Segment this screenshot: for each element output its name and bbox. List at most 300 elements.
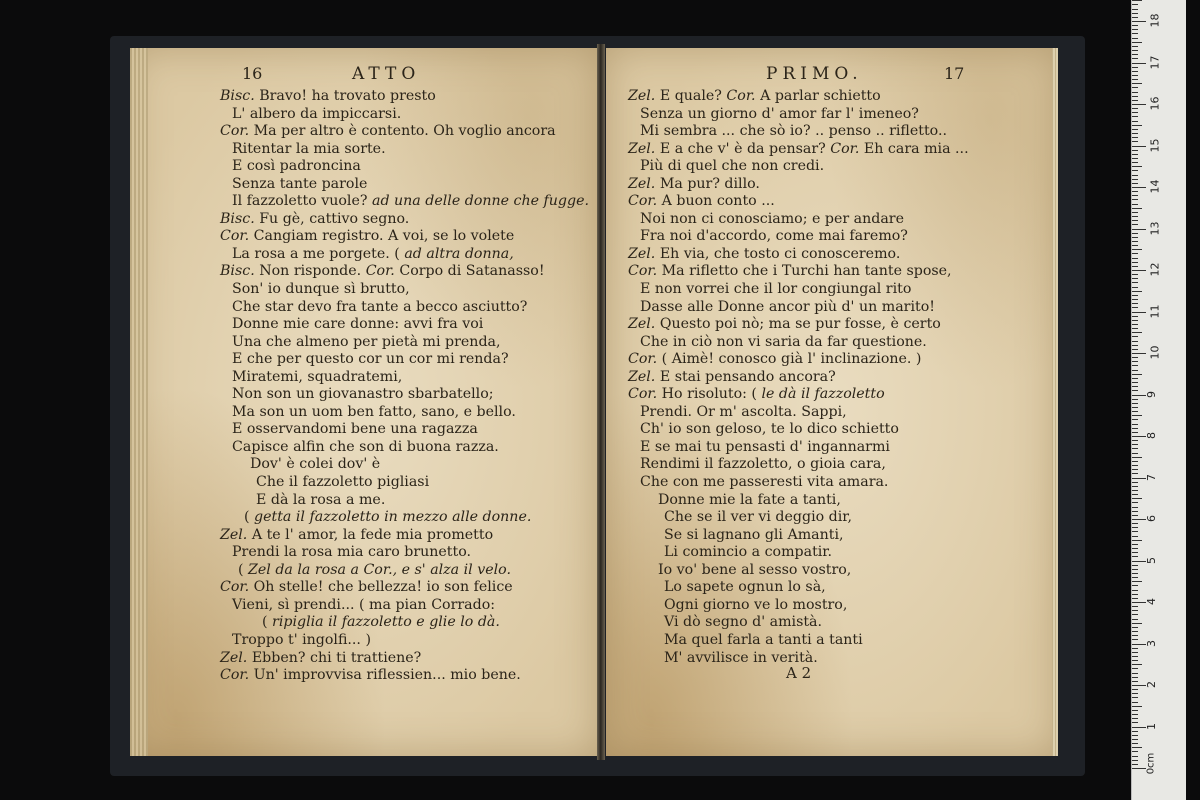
- verse-text: Il fazzoletto vuole?: [232, 193, 372, 210]
- verse-text: Senza un giorno d' amor far l' imeneo?: [640, 105, 919, 122]
- verse-text: Vi dò segno d' amistà.: [664, 614, 823, 631]
- ruler-tick: [1132, 664, 1142, 665]
- speaker-label: Cor.: [628, 193, 658, 210]
- ruler-tick: [1132, 585, 1138, 586]
- ruler-tick: [1132, 0, 1142, 1]
- ruler-tick: [1132, 291, 1142, 292]
- ruler-tick: [1132, 212, 1138, 213]
- ruler-tick: [1132, 494, 1138, 495]
- ruler-tick: [1132, 619, 1138, 620]
- verse-text: A buon conto ...: [657, 193, 775, 210]
- ruler-tick: [1132, 137, 1138, 138]
- verse-text: Ma per altro è contento. Oh voglio ancora: [249, 123, 556, 140]
- text-line: [628, 141, 1058, 159]
- ruler-tick: [1132, 54, 1138, 55]
- ruler-tick: [1132, 83, 1142, 84]
- verse-text: Un' improvvisa riflessien... mio bene.: [249, 667, 521, 684]
- text-line: [220, 386, 598, 404]
- ruler-number: 1: [1145, 722, 1158, 730]
- ruler-tick: [1132, 756, 1138, 757]
- ruler-tick: [1132, 67, 1138, 68]
- verse-text: (: [244, 509, 255, 526]
- ruler-tick: [1132, 465, 1138, 466]
- ruler-tick: [1132, 266, 1138, 267]
- ruler-tick: [1132, 224, 1138, 225]
- ruler-tick: [1132, 606, 1138, 607]
- verse-text: Li comincio a compatir.: [664, 544, 833, 561]
- ruler-tick: [1132, 341, 1138, 342]
- ruler-tick: [1132, 21, 1146, 22]
- ruler-tick: [1132, 614, 1138, 615]
- verse-text: Ma rifletto che i Turchi han tante spose,: [657, 263, 952, 280]
- text-line: [628, 158, 1058, 176]
- ruler-tick: [1132, 722, 1138, 723]
- stage-direction: ad una delle donne che fugge.: [371, 193, 589, 210]
- ruler-tick: [1132, 403, 1138, 404]
- text-line: [628, 263, 1058, 281]
- text-line: [220, 369, 598, 387]
- ruler-tick: [1132, 444, 1138, 445]
- ruler-tick: [1132, 689, 1138, 690]
- verse-text: E che per questo cor un cor mi renda?: [232, 351, 509, 368]
- ruler-tick: [1132, 386, 1138, 387]
- ruler-tick: [1132, 424, 1138, 425]
- verse-text: A parlar schietto: [755, 88, 881, 104]
- ruler-tick: [1132, 743, 1138, 744]
- signature-mark: A 2: [786, 664, 812, 682]
- running-head: PRIMO.: [766, 64, 863, 84]
- text-line: [220, 316, 598, 334]
- verse-text: Ogni giorno ve lo mostro,: [664, 596, 848, 613]
- text-line: [220, 404, 598, 422]
- ruler-tick: [1132, 312, 1146, 313]
- ruler-tick: [1132, 486, 1138, 487]
- text-line: [220, 544, 598, 562]
- ruler-tick: [1132, 668, 1138, 669]
- ruler-tick: [1132, 141, 1138, 142]
- ruler-tick: [1132, 594, 1138, 595]
- speaker-label: Zel.: [628, 140, 656, 157]
- text-line: [220, 509, 598, 527]
- speaker-label: Cor.: [830, 140, 860, 157]
- text-line: [220, 228, 598, 246]
- ruler-tick: [1132, 390, 1138, 391]
- measurement-ruler: [1131, 0, 1186, 800]
- text-line: [628, 281, 1058, 299]
- text-line: [220, 527, 598, 545]
- speaker-label: Zel.: [220, 649, 248, 666]
- ruler-tick: [1132, 320, 1138, 321]
- text-line: [628, 386, 1058, 404]
- ruler-tick: [1132, 552, 1138, 553]
- verse-text: Capisce alfin che son di buona razza.: [232, 438, 499, 455]
- ruler-tick: [1132, 166, 1142, 167]
- text-line: [628, 456, 1058, 474]
- verse-text: E se mai tu pensasti d' ingannarmi: [640, 438, 890, 455]
- text-line: [628, 123, 1058, 141]
- ruler-tick: [1132, 274, 1138, 275]
- verse-text: Che con me passeresti vita amara.: [640, 474, 889, 491]
- page-number: 16: [242, 64, 263, 83]
- ruler-number: 18: [1148, 13, 1162, 28]
- verse-text: E dà la rosa a me.: [256, 491, 386, 508]
- text-line: [628, 509, 1058, 527]
- ruler-tick: [1132, 129, 1138, 130]
- speaker-label: Cor.: [365, 263, 395, 280]
- ruler-tick: [1132, 419, 1138, 420]
- verse-text: Lo sapete ognun lo sà,: [664, 579, 826, 596]
- text-line: [628, 579, 1058, 597]
- ruler-tick: [1132, 332, 1142, 333]
- ruler-tick: [1132, 735, 1138, 736]
- ruler-tick: [1132, 183, 1138, 184]
- ruler-tick: [1132, 349, 1138, 350]
- text-line: [628, 614, 1058, 632]
- verse-text: Ebben? chi ti trattiene?: [247, 649, 422, 666]
- text-line: [220, 211, 598, 229]
- text-line: [628, 404, 1058, 422]
- text-line: [628, 334, 1058, 352]
- ruler-tick: [1132, 739, 1138, 740]
- text-line: [220, 106, 598, 124]
- ruler-tick: [1132, 436, 1146, 437]
- ruler-tick: [1132, 100, 1138, 101]
- speaker-label: Cor.: [628, 386, 658, 403]
- ruler-tick: [1132, 154, 1138, 155]
- ruler-tick: [1132, 631, 1138, 632]
- text-line: [220, 141, 598, 159]
- ruler-number: 2: [1145, 681, 1158, 688]
- verse-text: Che il fazzoletto pigliasi: [256, 474, 430, 491]
- verse-text: Vieni, sì prendi... ( ma pian Corrado:: [232, 596, 496, 613]
- ruler-tick: [1132, 307, 1138, 308]
- verse-text: E non vorrei che il lor congiungal rito: [640, 281, 912, 298]
- speaker-label: Zel.: [628, 316, 656, 333]
- text-line: [628, 211, 1058, 229]
- ruler-tick: [1132, 295, 1138, 296]
- verse-text: Se si lagnano gli Amanti,: [664, 526, 844, 543]
- ruler-tick: [1132, 220, 1138, 221]
- ruler-tick: [1132, 693, 1138, 694]
- text-line: [628, 246, 1058, 264]
- ruler-tick: [1132, 370, 1138, 371]
- text-line: [628, 544, 1058, 562]
- speaker-label: Bisc.: [220, 263, 255, 280]
- speaker-label: Cor.: [220, 228, 250, 245]
- ruler-tick: [1132, 519, 1146, 520]
- ruler-tick: [1132, 428, 1138, 429]
- ruler-tick: [1132, 237, 1138, 238]
- ruler-tick: [1132, 96, 1138, 97]
- stage-direction: getta il fazzoletto in mezzo alle donne.: [254, 509, 532, 526]
- text-line: [628, 632, 1058, 650]
- ruler-tick: [1132, 681, 1138, 682]
- ruler-tick: [1132, 577, 1138, 578]
- ruler-tick: [1132, 768, 1146, 769]
- speaker-label: Bisc.: [220, 88, 255, 104]
- ruler-tick: [1132, 299, 1138, 300]
- ruler-tick: [1132, 258, 1138, 259]
- page-number: 17: [944, 64, 965, 83]
- text-line: [628, 492, 1058, 510]
- speaker-label: Bisc.: [220, 210, 255, 227]
- text-line: [220, 492, 598, 510]
- ruler-tick: [1132, 87, 1138, 88]
- text-line: [628, 369, 1058, 387]
- ruler-tick: [1132, 673, 1138, 674]
- ruler-tick: [1132, 590, 1138, 591]
- ruler-tick: [1132, 685, 1146, 686]
- ruler-tick: [1132, 133, 1138, 134]
- ruler-tick: [1132, 199, 1138, 200]
- text-line: [628, 228, 1058, 246]
- ruler-tick: [1132, 116, 1138, 117]
- ruler-tick: [1132, 170, 1138, 171]
- verse-text: Son' io dunque sì brutto,: [232, 281, 410, 298]
- verse-text: Bravo! ha trovato presto: [254, 88, 436, 104]
- ruler-tick: [1132, 565, 1138, 566]
- ruler-tick: [1132, 146, 1146, 147]
- verse-text: E a che v' è da pensar?: [655, 140, 831, 157]
- ruler-tick: [1132, 415, 1142, 416]
- ruler-tick: [1132, 602, 1146, 603]
- ruler-tick: [1132, 216, 1138, 217]
- text-line: [220, 597, 598, 615]
- ruler-tick: [1132, 378, 1138, 379]
- verse-text: Ritentar la mia sorte.: [232, 140, 386, 157]
- ruler-tick: [1132, 648, 1138, 649]
- ruler-number: 17: [1148, 55, 1162, 69]
- ruler-tick: [1132, 697, 1138, 698]
- verse-text: ( Aimè! conosco già l' inclinazione. ): [657, 351, 922, 368]
- verse-text: Dov' è colei dov' è: [250, 456, 381, 473]
- ruler-tick: [1132, 502, 1138, 503]
- text-line: [220, 88, 598, 106]
- text-line: [220, 474, 598, 492]
- ruler-number: 10: [1148, 345, 1162, 360]
- ruler-tick: [1132, 121, 1138, 122]
- ruler-tick: [1132, 710, 1138, 711]
- ruler-tick: [1132, 42, 1142, 43]
- ruler-unit-label: 0cm: [1145, 752, 1157, 775]
- ruler-tick: [1132, 531, 1138, 532]
- verse-text: Prendi. Or m' ascolta. Sappi,: [640, 403, 847, 420]
- ruler-tick: [1132, 374, 1142, 375]
- ruler-tick: [1132, 150, 1138, 151]
- ruler-tick: [1132, 287, 1138, 288]
- speaker-label: Zel.: [628, 245, 656, 262]
- ruler-tick: [1132, 345, 1138, 346]
- ruler-tick: [1132, 233, 1138, 234]
- verse-text: Rendimi il fazzoletto, o gioia cara,: [640, 456, 886, 473]
- text-line: [220, 579, 598, 597]
- text-line: [220, 562, 598, 580]
- ruler-tick: [1132, 440, 1138, 441]
- verse-text: Corpo di Satanasso!: [394, 263, 545, 280]
- verse-text: (: [262, 614, 273, 631]
- ruler-tick: [1132, 610, 1138, 611]
- speaker-label: Cor.: [628, 263, 658, 280]
- text-line: [220, 456, 598, 474]
- ruler-tick: [1132, 548, 1138, 549]
- verse-text: Questo poi nò; ma se pur fosse, è certo: [655, 316, 941, 333]
- verse-text: Ma son un uom ben fatto, sano, e bello.: [232, 403, 516, 420]
- verse-text: Miratemi, squadratemi,: [232, 368, 403, 385]
- ruler-tick: [1132, 9, 1138, 10]
- ruler-tick: [1132, 17, 1138, 18]
- ruler-tick: [1132, 623, 1142, 624]
- verse-text: Non son un giovanastro sbarbatello;: [232, 386, 494, 403]
- text-line: [628, 176, 1058, 194]
- ruler-tick: [1132, 482, 1138, 483]
- ruler-tick: [1132, 718, 1138, 719]
- ruler-tick: [1132, 50, 1138, 51]
- ruler-tick: [1132, 598, 1138, 599]
- ruler-number: 8: [1145, 432, 1158, 439]
- verse-text: Troppo t' ingolfi... ): [232, 631, 371, 648]
- text-line: [220, 281, 598, 299]
- ruler-tick: [1132, 187, 1146, 188]
- ruler-tick: [1132, 33, 1138, 34]
- text-line: [220, 439, 598, 457]
- ruler-tick: [1132, 469, 1138, 470]
- ruler-tick: [1132, 13, 1138, 14]
- ruler-tick: [1132, 361, 1138, 362]
- ruler-tick: [1132, 162, 1138, 163]
- text-line: [628, 562, 1058, 580]
- ruler-number: 15: [1148, 138, 1162, 152]
- ruler-tick: [1132, 478, 1146, 479]
- ruler-tick: [1132, 432, 1138, 433]
- ruler-tick: [1132, 357, 1138, 358]
- ruler-tick: [1132, 204, 1138, 205]
- speaker-label: Zel.: [628, 175, 656, 192]
- ruler-tick: [1132, 540, 1142, 541]
- ruler-tick: [1132, 92, 1138, 93]
- ruler-number: 13: [1148, 221, 1162, 235]
- ruler-tick: [1132, 316, 1138, 317]
- ruler-tick: [1132, 303, 1138, 304]
- ruler-number: 11: [1148, 304, 1162, 318]
- text-line: [628, 650, 1058, 668]
- ruler-tick: [1132, 229, 1146, 230]
- ruler-tick: [1132, 4, 1138, 5]
- text-line: [220, 246, 598, 264]
- ruler-number: 7: [1145, 473, 1158, 481]
- verse-text: Non risponde.: [254, 263, 366, 280]
- ruler-tick: [1132, 249, 1142, 250]
- speaker-label: Cor.: [220, 667, 250, 684]
- right-page: [606, 48, 1058, 756]
- ruler-tick: [1132, 278, 1138, 279]
- ruler-tick: [1132, 731, 1138, 732]
- ruler-number: 3: [1145, 639, 1158, 647]
- ruler-tick: [1132, 58, 1138, 59]
- text-line: [628, 88, 1058, 106]
- ruler-tick: [1132, 515, 1138, 516]
- text-line: [220, 176, 598, 194]
- ruler-tick: [1132, 282, 1138, 283]
- text-line: [220, 158, 598, 176]
- text-block: [220, 88, 598, 685]
- text-line: [628, 316, 1058, 334]
- verse-text: Eh cara mia ...: [859, 140, 969, 157]
- ruler-tick: [1132, 179, 1138, 180]
- text-line: [220, 650, 598, 668]
- ruler-tick: [1132, 527, 1138, 528]
- stage-direction: Zel da la rosa a Cor., e s' alza il velo.: [248, 561, 511, 578]
- ruler-number: 16: [1148, 96, 1162, 111]
- ruler-tick: [1132, 75, 1138, 76]
- ruler-number: 14: [1148, 179, 1162, 194]
- ruler-tick: [1132, 544, 1138, 545]
- ruler-tick: [1132, 639, 1138, 640]
- ruler-tick: [1132, 336, 1138, 337]
- ruler-tick: [1132, 581, 1142, 582]
- verse-text: La rosa a me porgete. (: [232, 245, 405, 262]
- ruler-tick: [1132, 253, 1138, 254]
- ruler-number: 12: [1148, 262, 1162, 277]
- ruler-tick: [1132, 112, 1138, 113]
- text-line: [220, 193, 598, 211]
- ruler-tick: [1132, 353, 1146, 354]
- ruler-tick: [1132, 652, 1138, 653]
- ruler-tick: [1132, 365, 1138, 366]
- running-head: ATTO: [352, 64, 421, 84]
- ruler-tick: [1132, 382, 1138, 383]
- verse-text: Ma pur? dillo.: [655, 175, 760, 192]
- text-line: [220, 632, 598, 650]
- ruler-tick: [1132, 270, 1146, 271]
- ruler-tick: [1132, 498, 1142, 499]
- ruler-number: 6: [1145, 515, 1158, 522]
- verse-text: Senza tante parole: [232, 175, 368, 192]
- verse-text: Ch' io son geloso, te lo dico schietto: [640, 421, 899, 438]
- ruler-tick: [1132, 262, 1138, 263]
- left-page: [130, 48, 598, 756]
- ruler-tick: [1132, 407, 1138, 408]
- verse-text: Che star devo fra tante a becco asciutto?: [232, 298, 528, 315]
- ruler-tick: [1132, 764, 1138, 765]
- speaker-label: Cor.: [220, 579, 250, 596]
- ruler-number: 5: [1145, 556, 1158, 564]
- ruler-tick: [1132, 29, 1138, 30]
- ruler-tick: [1132, 490, 1138, 491]
- ruler-tick: [1132, 507, 1138, 508]
- ruler-tick: [1132, 644, 1146, 645]
- text-block: [628, 88, 1058, 667]
- text-line: [220, 263, 598, 281]
- ruler-tick: [1132, 158, 1138, 159]
- verse-text: M' avvilisce in verità.: [664, 649, 818, 666]
- text-line: [220, 667, 598, 685]
- verse-text: A te l' amor, la fede mia prometto: [247, 526, 494, 543]
- ruler-tick: [1132, 191, 1138, 192]
- verse-text: Cangiam registro. A voi, se lo volete: [249, 228, 515, 245]
- ruler-tick: [1132, 71, 1138, 72]
- text-line: [628, 351, 1058, 369]
- text-line: [220, 421, 598, 439]
- ruler-tick: [1132, 125, 1142, 126]
- verse-text: E stai pensando ancora?: [655, 368, 836, 385]
- speaker-label: Zel.: [628, 368, 656, 385]
- verse-text: Che in ciò non vi saria da far questione.: [640, 333, 927, 350]
- speaker-label: Zel.: [628, 88, 656, 104]
- verse-text: Fu gè, cattivo segno.: [254, 210, 410, 227]
- ruler-tick: [1132, 108, 1138, 109]
- text-line: [628, 299, 1058, 317]
- stage-direction: ripiglia il fazzoletto e glie lo dà.: [272, 614, 500, 631]
